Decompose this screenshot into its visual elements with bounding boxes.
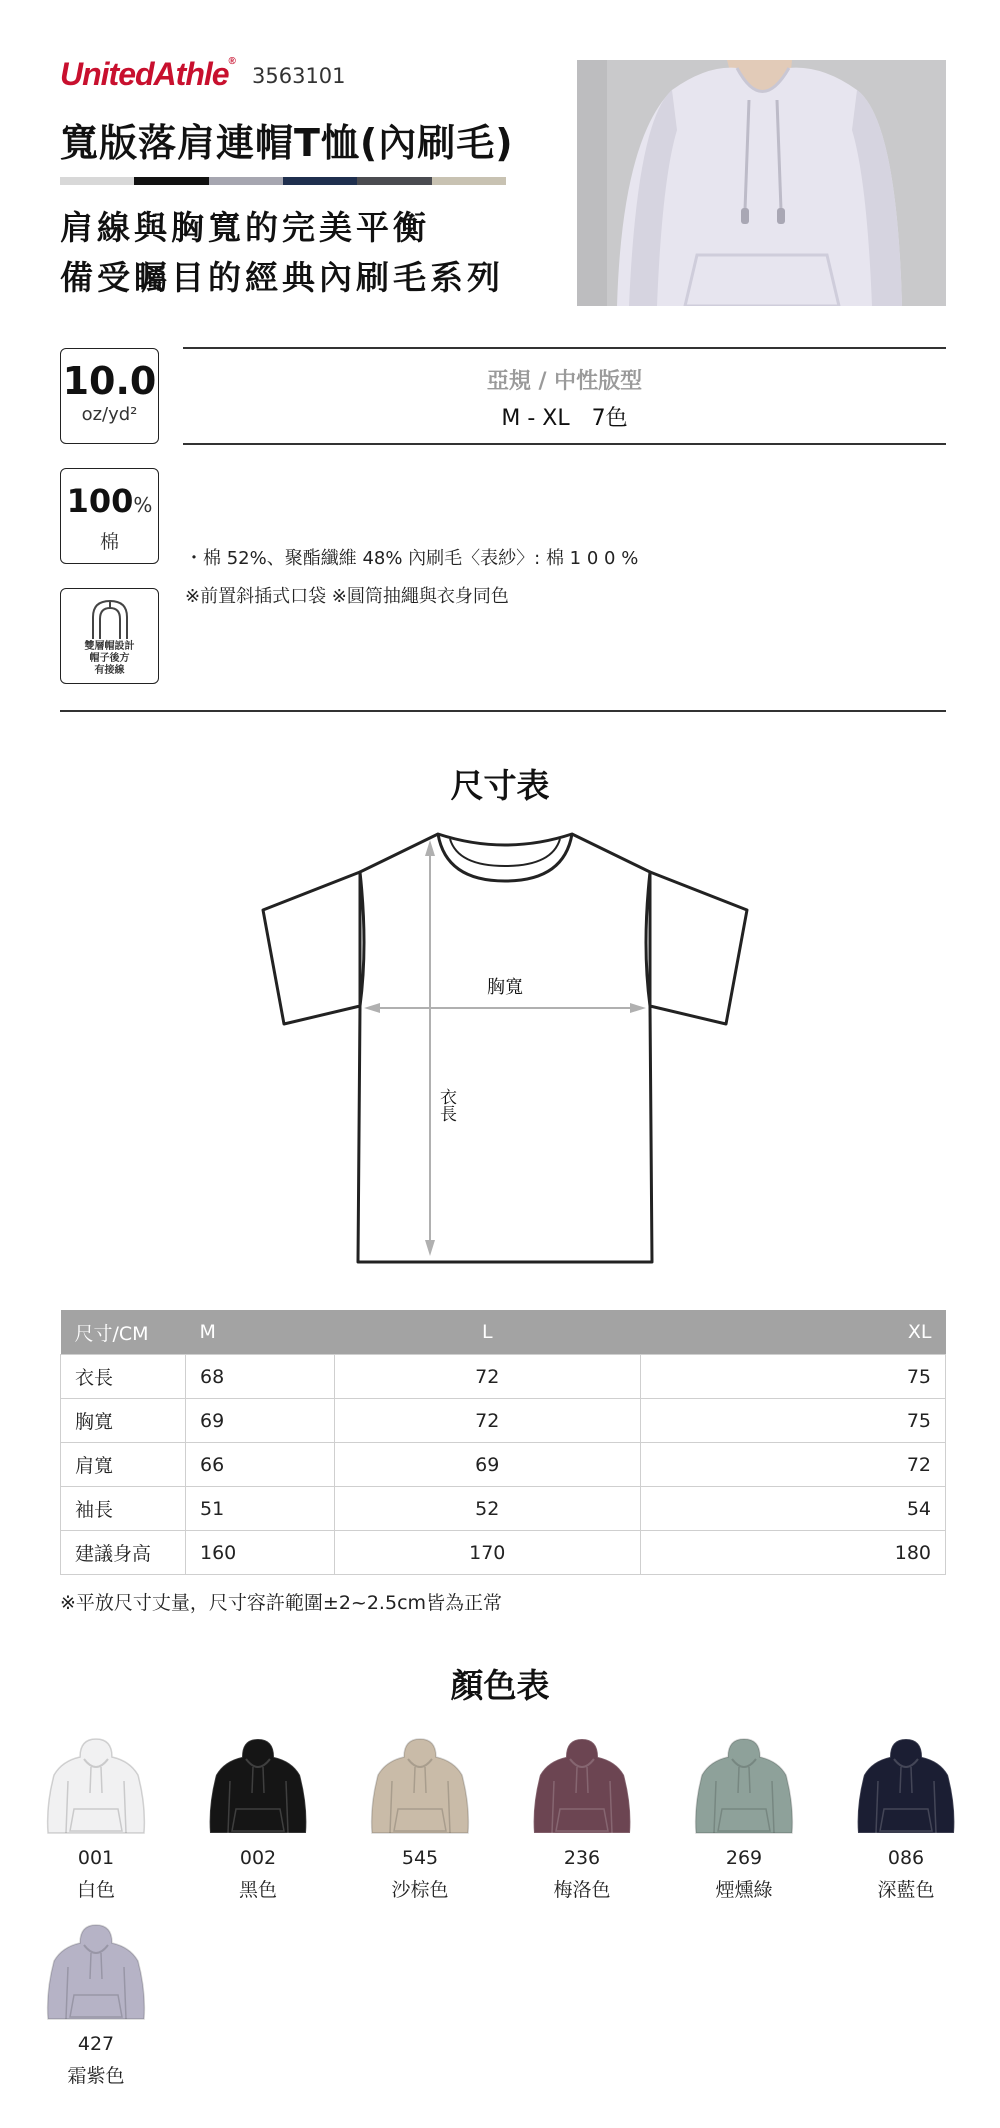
color-code: 001 [77, 1847, 115, 1869]
color-name: 黑色 [238, 1879, 277, 1901]
cell-l: 72 [335, 1399, 641, 1443]
hero-photo [577, 60, 946, 306]
cell-m: 160 [186, 1531, 335, 1575]
color-code: 427 [77, 2033, 115, 2055]
cotton-percent-sign: % [133, 493, 153, 517]
swatch-3 [209, 177, 283, 185]
cell-l: 170 [335, 1531, 641, 1575]
header-m: M [186, 1310, 335, 1355]
table-row [61, 1443, 946, 1487]
table-row [61, 1487, 946, 1531]
weight-unit: oz/yd² [81, 404, 138, 425]
row-label: 袖長 [61, 1487, 186, 1531]
body-outline [358, 834, 652, 1262]
table-row [61, 1531, 946, 1575]
hood-label-3: 有接線 [94, 665, 125, 676]
cell-xl: 180 [640, 1531, 946, 1575]
header-l: L [335, 1310, 641, 1355]
cell-xl: 54 [640, 1487, 946, 1531]
color-name: 霜紫色 [67, 2065, 125, 2087]
cell-l: 69 [335, 1443, 641, 1487]
fit-top-rule [183, 347, 946, 349]
cell-m: 69 [186, 1399, 335, 1443]
tagline-line-1: 肩線與胸寬的完美平衡 [60, 208, 430, 247]
weight-value: 10.0 [62, 359, 157, 403]
row-label: 胸寬 [61, 1399, 186, 1443]
row-label: 肩寬 [61, 1443, 186, 1487]
tagline-line-2: 備受矚目的經典內刷毛系列 [60, 258, 504, 297]
color-swatch-bar [60, 177, 506, 185]
color-chart-title: 顏色表 [450, 1666, 550, 1705]
right-sleeve [650, 872, 747, 1024]
color-item [198, 1735, 318, 1902]
fit-bottom-rule [183, 443, 946, 445]
swatch-6 [432, 177, 506, 185]
hoodie-swatch-icon [206, 1735, 310, 1839]
swatch-2 [134, 177, 208, 185]
fit-value: M - XL 7色 [501, 406, 628, 431]
swatch-5 [357, 177, 431, 185]
color-item [360, 1735, 480, 1902]
cell-m: 68 [186, 1355, 335, 1399]
brand-logo [60, 56, 235, 93]
product-title: 寬版落肩連帽T恤(內刷毛) [60, 121, 514, 165]
table-row [61, 1399, 946, 1443]
cotton-value: 100 [66, 482, 134, 520]
swatch-1 [60, 177, 134, 185]
header-size: 尺寸/CM [61, 1310, 186, 1355]
length-label: 衣長 [436, 1088, 456, 1122]
color-name: 深藍色 [877, 1879, 935, 1901]
product-code: 3563101 [252, 64, 346, 88]
cotton-spec-box [60, 468, 159, 564]
cell-l: 52 [335, 1487, 641, 1531]
cell-m: 66 [186, 1443, 335, 1487]
color-code: 086 [887, 1847, 925, 1869]
hoodie-swatch-icon [692, 1735, 796, 1839]
color-name: 梅洛色 [553, 1879, 611, 1901]
row-label: 建議身高 [61, 1531, 186, 1575]
hoodie-swatch-icon [44, 1735, 148, 1839]
left-sleeve [263, 872, 360, 1024]
size-diagram [260, 826, 750, 1271]
section-divider [60, 710, 946, 712]
features-note: ※前置斜插式口袋 ※圓筒抽繩與衣身同色 [185, 586, 509, 607]
size-table [60, 1310, 946, 1575]
cotton-percentage [61, 479, 158, 529]
hero-hoodie-illustration [577, 60, 946, 306]
hood-label-1: 雙層帽設計 [84, 641, 135, 652]
color-code: 002 [239, 1847, 277, 1869]
hoodie-swatch-icon [368, 1735, 472, 1839]
swatch-4 [283, 177, 357, 185]
size-table-note: ※平放尺寸丈量，尺寸容許範圍±2~2.5cm皆為正常 [60, 1592, 503, 1614]
hood-label-2: 帽子後方 [89, 653, 130, 664]
hoodie-swatch-icon [854, 1735, 958, 1839]
color-item [522, 1735, 642, 1902]
color-code: 545 [401, 1847, 439, 1869]
material-note: ・棉 52%、聚酯纖維 48% 內刷毛〈表紗〉: 棉 1 0 0 % [185, 548, 639, 569]
cell-m: 51 [186, 1487, 335, 1531]
cell-xl: 75 [640, 1355, 946, 1399]
color-name: 沙棕色 [391, 1879, 449, 1901]
color-name: 白色 [76, 1879, 115, 1901]
hood-spec-box [60, 588, 159, 684]
color-item [36, 1735, 156, 1902]
cell-xl: 72 [640, 1443, 946, 1487]
weight-spec-box [60, 348, 159, 444]
hoodie-swatch-icon [530, 1735, 634, 1839]
table-row [61, 1355, 946, 1399]
brand-registered-mark: ® [228, 56, 235, 67]
brand-logo-text: UnitedAthle [60, 56, 229, 92]
color-name: 煙燻綠 [715, 1879, 773, 1901]
header-xl: XL [640, 1310, 946, 1355]
hoodie-swatch-icon [44, 1921, 148, 2025]
size-chart-title: 尺寸表 [450, 766, 550, 805]
color-code: 236 [563, 1847, 601, 1869]
color-item [684, 1735, 804, 1902]
fit-label: 亞規 / 中性版型 [486, 369, 643, 394]
chest-label: 胸寬 [487, 977, 523, 998]
color-code: 269 [725, 1847, 763, 1869]
color-item [36, 1921, 156, 2088]
color-item [846, 1735, 966, 1902]
cell-l: 72 [335, 1355, 641, 1399]
row-label: 衣長 [61, 1355, 186, 1399]
cell-xl: 75 [640, 1399, 946, 1443]
hood-icon [85, 597, 135, 639]
size-table-header [61, 1310, 946, 1355]
cotton-label: 棉 [99, 531, 119, 553]
